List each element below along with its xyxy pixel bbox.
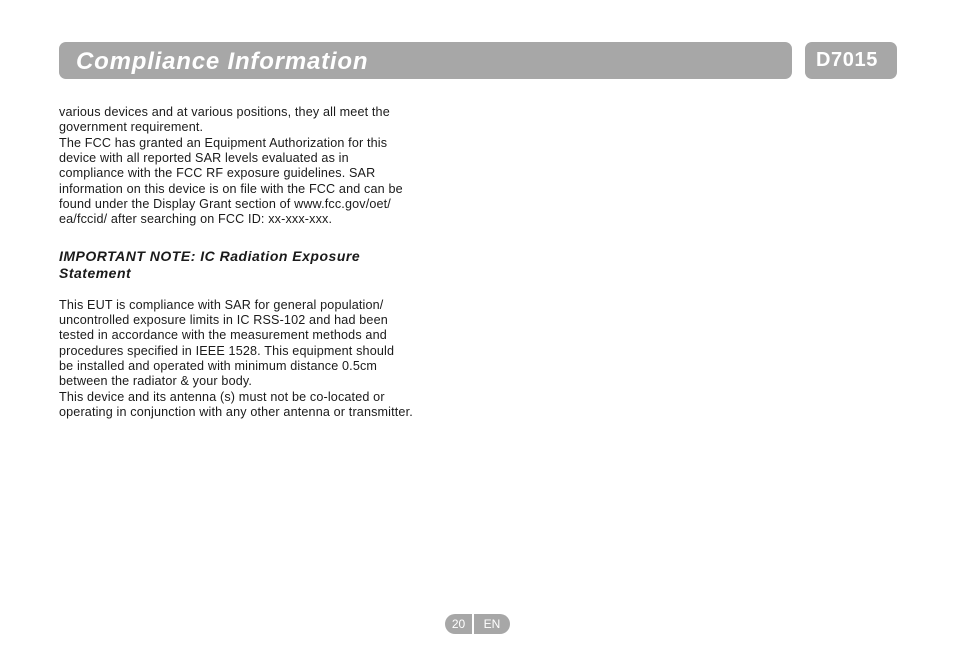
model-badge <box>805 42 897 79</box>
page-title: Compliance Information <box>76 48 369 75</box>
model-number: D7015 <box>816 49 878 71</box>
header-bar <box>59 42 792 79</box>
ic-note-heading: IMPORTANT NOTE: IC Radiation Exposure Statement <box>59 247 361 281</box>
ic-exposure-paragraph: This EUT is compliance with SAR for general population/ uncontrolled exposure limits in IC RSS-102 and had been tested in accordance with the measurement methods and procedures specified in IEEE 1528. This equipment should be installed and operated with minimum distance 0.5cm between the radiator & your body. This device and its antenna (s) must not be co-located or operating in conjunction with any other antenna or transmitter. <box>59 297 413 420</box>
language-code: EN <box>474 614 510 634</box>
page-footer <box>445 614 510 634</box>
fcc-sar-paragraph: various devices and at various positions, they all meet the government requirement. The FCC has granted an Equipment Authorization for this device with all reported SAR levels evaluated as in compliance with the FCC RF exposure guidelines. SAR information on this device is on file with the FCC and can be found under the Display Grant section of www.fcc.gov/oet/ ea/fccid/ after searching on FCC ID: xx-xxx-xxx. <box>59 105 403 227</box>
page-number: 20 <box>445 614 472 634</box>
content-column <box>59 105 489 421</box>
